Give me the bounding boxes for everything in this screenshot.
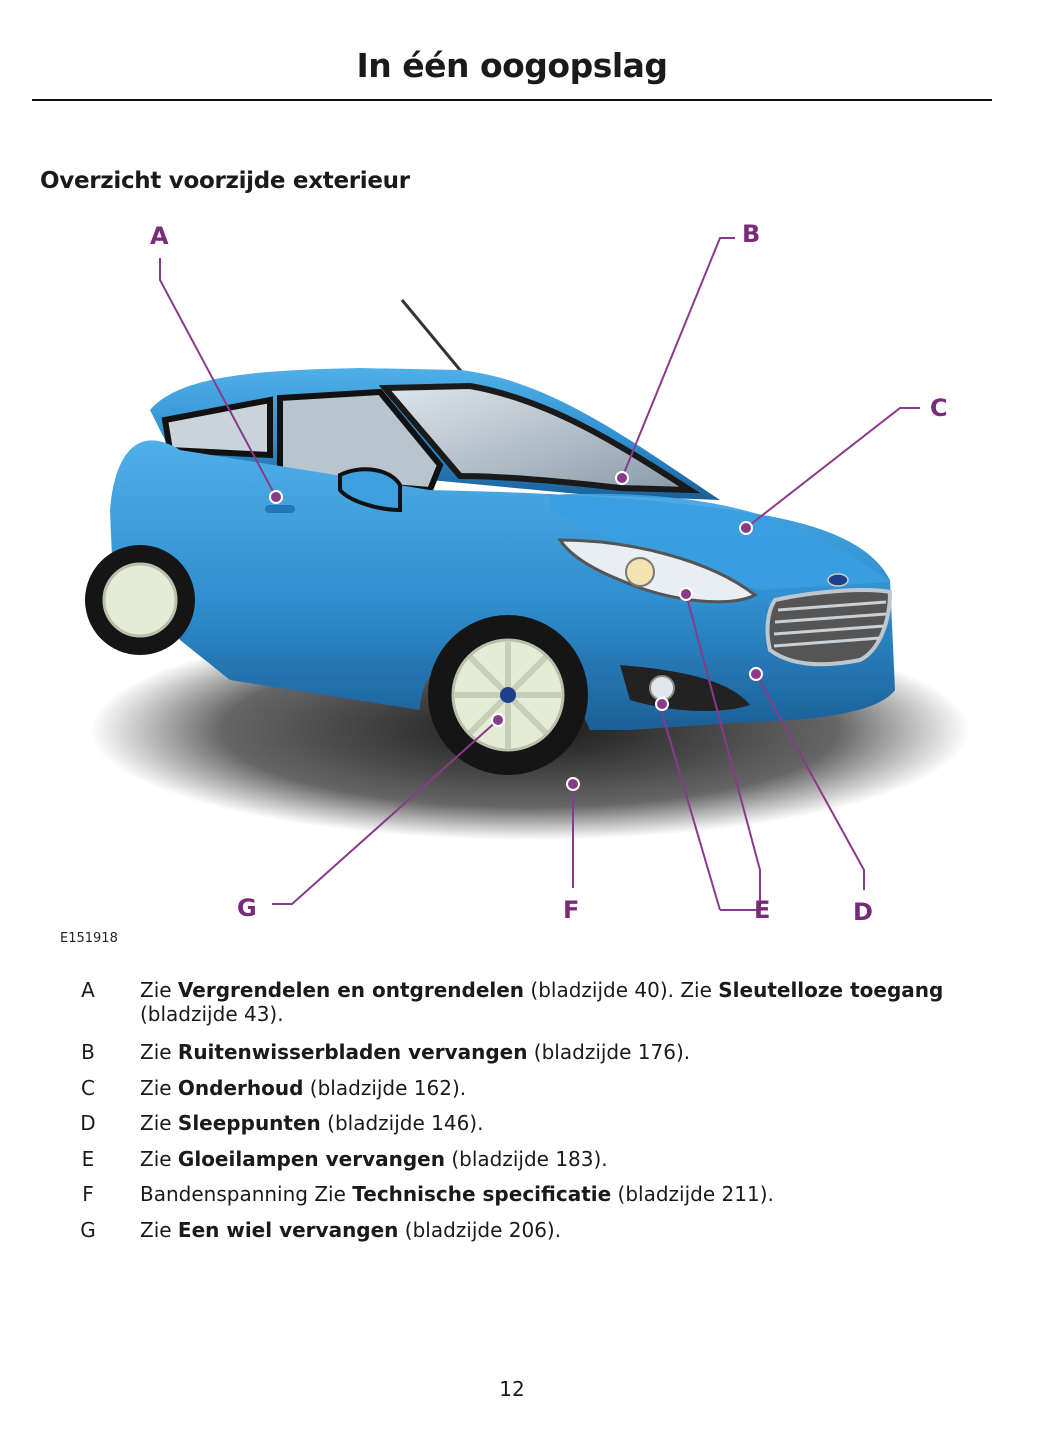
legend-text-segment: Zie [140,1040,178,1064]
legend-text [140,1040,990,1064]
legend-text-segment: (bladzijde 206). [398,1218,562,1242]
legend-text [140,1076,990,1100]
legend-text-segment: Zie [140,1111,178,1135]
legend-text [140,978,990,1026]
callout-label-e: E [754,896,771,924]
legend-letter: D [80,1111,96,1135]
legend-letter: E [81,1147,95,1171]
callout-line-c [746,408,920,528]
legend-text-segment: Zie [140,1076,178,1100]
legend-reference: Technische specificatie [352,1182,612,1206]
callout-dot-a [270,491,282,503]
legend-letter: F [82,1182,94,1206]
legend-letter: G [80,1218,96,1242]
car-illustration [30,210,1030,950]
callout-dot-e2 [656,698,668,710]
fog-lamp [650,676,674,700]
legend-reference: Vergrendelen en ontgrendelen [177,978,525,1002]
legend-text-segment: (bladzijde 43). [140,1002,284,1026]
callout-dot-c [740,522,752,534]
legend-text-segment: (bladzijde 40). Zie [524,978,719,1002]
callout-dot-g [492,714,504,726]
legend-text-segment: (bladzijde 146). [320,1111,484,1135]
legend-reference: Een wiel vervangen [177,1218,399,1242]
legend-reference: Ruitenwisserbladen vervangen [177,1040,528,1064]
callout-label-a: A [150,222,169,250]
headlight-lens [626,558,654,586]
callout-label-f: F [563,896,580,924]
legend-text-segment: Bandenspanning Zie [140,1182,353,1206]
legend-text [140,1111,990,1135]
callout-dot-d [750,668,762,680]
legend-reference: Gloeilampen vervangen [177,1147,445,1171]
legend-reference: Sleeppunten [177,1111,321,1135]
door-handle [265,505,295,513]
legend-text-segment: Zie [140,1218,178,1242]
callout-label-d: D [853,898,873,926]
page-title: In één oogopslag [356,46,668,85]
legend-text-segment: Zie [140,978,178,1002]
callout-dot-f [567,778,579,790]
section-title: Overzicht voorzijde exterieur [40,168,410,194]
callout-label-b: B [742,220,761,248]
legend-text-segment: (bladzijde 176). [527,1040,691,1064]
car-exterior-figure [30,210,1030,950]
legend-reference: Sleutelloze toegang [718,978,944,1002]
legend-text-segment: (bladzijde 183). [444,1147,608,1171]
header-divider [32,99,992,101]
page-number: 12 [499,1377,525,1401]
brand-badge [828,574,848,586]
legend-reference: Onderhoud [177,1076,304,1100]
legend-letter: B [81,1040,95,1064]
legend-letter: C [81,1076,95,1100]
callout-dot-b [616,472,628,484]
wheel-hub-badge [500,687,516,703]
figure-id: E151918 [60,931,118,946]
legend-text [140,1218,990,1242]
legend-text-segment: (bladzijde 162). [303,1076,467,1100]
callout-label-c: C [930,394,948,422]
legend-text [140,1147,990,1171]
callout-line-b [622,238,735,478]
legend-letter: A [81,978,95,1002]
callout-label-g: G [237,894,257,922]
callout-dot-e1 [680,588,692,600]
legend-text-segment: (bladzijde 211). [611,1182,774,1206]
rear-wheel-rim [104,564,176,636]
legend-text-segment: Zie [140,1147,178,1171]
legend-text [140,1182,990,1206]
